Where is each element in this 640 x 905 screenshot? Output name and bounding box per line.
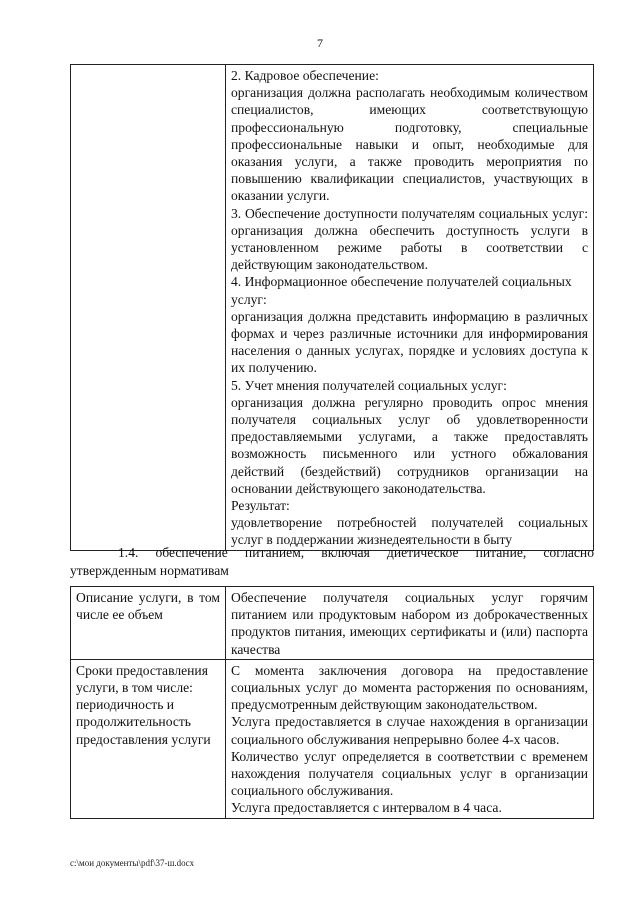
empty-label-cell [71, 65, 226, 551]
nutrition-table [70, 586, 594, 819]
result-text: удовлетворение потребностей получателей социальных услуг в поддержании жизнедеятельности в быту [231, 515, 588, 548]
terms-paragraph: Количество услуг определяется в соответствии с временем нахождения получателя социальных услуг в организации социального обслуживания. [231, 748, 588, 799]
description-text: Обеспечение получателя социальных услуг горячим питанием или продуктовым набором из доброкачественных продуктов питания, имеющих сертификаты и (или) паспорта качества [226, 587, 594, 660]
table-row [71, 587, 594, 660]
file-path-footer: c:\мои документы\pdf\37-ш.docx [70, 858, 195, 868]
staffing-title: 2. Кадровое обеспечение: [231, 68, 379, 83]
section-heading-line2: утвержденным нормативам [70, 563, 229, 578]
feedback-text: организация должна регулярно проводить опрос мнения получателя социальных услуг об удовлетворенности предоставляемыми услугами, а также предоставлять возможность письменного или устного обжалования действий (бездействий) сотрудников организации на основании действующего законодательства. [231, 394, 588, 496]
terms-cell [226, 659, 594, 818]
information-text: организация должна представить информацию в различных формах и через различные источники для информирования населения о данных услугах, порядке и условиях доступа к их получению. [231, 308, 588, 376]
terms-label: Сроки предоставления услуги, в том числе: периодичность и продолжительность предоставления услуги [71, 659, 226, 818]
feedback-title: 5. Учет мнения получателей социальных услуг: [231, 377, 507, 393]
section-heading [70, 544, 594, 580]
section-heading-line1: 1.4. обеспечение питанием, включая диетическое питание, согласно [118, 545, 594, 560]
result-title: Результат: [231, 498, 290, 514]
table-row [71, 65, 594, 551]
table-row [71, 659, 594, 818]
information-title: 4. Информационное обеспечение получателей социальных услуг: [231, 274, 572, 307]
description-label: Описание услуги, в том числе ее объем [71, 587, 226, 660]
staffing-text: организация должна располагать необходимым количеством специалистов, имеющих соответствующую профессиональную подготовку, специальные профессиональные навыки и опыт, необходимые для оказания услуги, а также проводить мероприятия по повышению квалификации специалистов, участвующих в оказании услуги. [231, 85, 588, 204]
page-number: 7 [317, 36, 323, 50]
terms-paragraph: Услуга предоставляется в случае нахождения в организации социального обслуживания непрерывно более 4-х часов. [231, 714, 588, 747]
terms-paragraph: Услуга предоставляется с интервалом в 4 часа. [231, 800, 502, 816]
accessibility-text: 3. Обеспечение доступности получателям социальных услуг: организация должна обеспечить доступность услуги в установленном режиме работы в соответствии с действующим законодательством. [231, 205, 588, 273]
requirements-cell [226, 65, 594, 551]
terms-paragraph: С момента заключения договора на предоставление социальных услуг до момента расторжения по основаниям, предусмотренным действующим законодательством. [231, 662, 588, 713]
requirements-table [70, 64, 594, 551]
